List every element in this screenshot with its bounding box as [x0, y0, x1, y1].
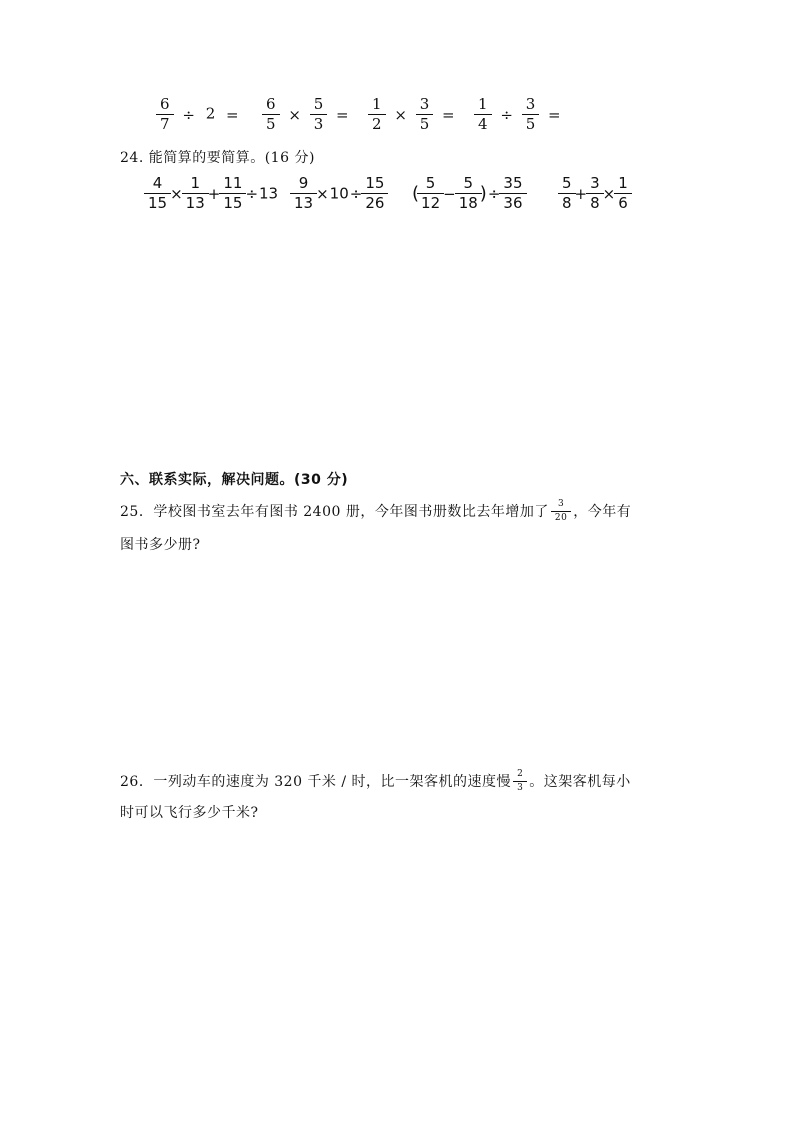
numerator: 2	[517, 768, 524, 779]
question-25-line-2: 图书多少册?	[120, 537, 201, 553]
numerator: 3	[525, 95, 536, 113]
expression-2	[292, 176, 386, 211]
question-text: ，今年有	[573, 504, 632, 520]
denominator: 13	[290, 193, 317, 211]
operator: +	[574, 184, 588, 203]
denominator: 5	[262, 114, 280, 132]
fraction	[476, 97, 490, 132]
denominator: 13	[182, 193, 209, 211]
operand: 2	[205, 104, 216, 123]
numerator: 5	[425, 174, 436, 192]
operator: −	[443, 184, 456, 203]
fraction	[524, 97, 538, 132]
numerator: 5	[562, 174, 572, 192]
numerator: 15	[365, 174, 385, 192]
calc-row-1	[158, 97, 598, 139]
operator: ×	[316, 184, 329, 203]
expression-4	[560, 176, 630, 211]
denominator: 36	[499, 193, 526, 211]
operand: 10	[329, 184, 349, 203]
numerator: 5	[313, 95, 324, 113]
question-text: 26．一列动车的速度为 320 千米 / 时，比一架客机的速度慢	[120, 774, 512, 790]
denominator: 5	[522, 114, 540, 132]
denominator: 15	[144, 193, 171, 211]
question-26-line-2: 时可以飞行多少千米?	[120, 805, 259, 821]
denominator: 5	[416, 114, 434, 132]
numerator: 3	[557, 498, 565, 509]
numerator: 3	[590, 174, 600, 192]
denominator: 12	[417, 193, 444, 211]
calc-item-3	[370, 97, 461, 132]
question-26	[120, 768, 680, 822]
numerator: 1	[478, 95, 488, 113]
numerator: 4	[152, 174, 163, 192]
operator: ÷	[500, 105, 513, 124]
equals-sign: =	[548, 105, 561, 124]
denominator: 3	[513, 781, 527, 793]
question-text: 。这架客机每小	[529, 774, 631, 790]
equals-sign: =	[442, 105, 455, 124]
operator: ×	[394, 105, 407, 124]
denominator: 26	[361, 193, 388, 211]
calc-item-2	[264, 97, 355, 132]
left-parenthesis: (	[412, 183, 420, 204]
operator: ÷	[182, 105, 195, 124]
numerator: 6	[160, 95, 170, 113]
fraction	[264, 97, 278, 132]
question-text: 25．学校图书室去年有图书 2400 册，今年图书册数比去年增加了	[120, 504, 549, 520]
fraction	[158, 97, 172, 132]
simplify-row	[146, 176, 646, 220]
expression-3	[412, 176, 525, 211]
denominator: 20	[551, 511, 571, 523]
numerator: 35	[503, 174, 523, 192]
equals-sign: =	[336, 105, 349, 124]
question-25-line-1	[120, 498, 680, 524]
denominator: 3	[310, 114, 328, 132]
numerator: 6	[266, 95, 276, 113]
denominator: 18	[455, 193, 482, 211]
denominator: 4	[474, 114, 492, 132]
numerator: 1	[190, 174, 200, 192]
denominator: 8	[586, 193, 604, 211]
calc-item-4	[476, 97, 567, 132]
numerator: 3	[419, 95, 430, 113]
question-25	[120, 498, 680, 554]
calc-item-1	[158, 97, 245, 132]
question-24-label: 24. 能简算的要简算。(16 分)	[120, 150, 315, 166]
numerator: 1	[618, 174, 628, 192]
operator: ÷	[349, 184, 363, 203]
right-parenthesis: )	[479, 183, 487, 204]
denominator: 6	[614, 193, 632, 211]
operator: ÷	[487, 184, 501, 203]
denominator: 2	[368, 114, 386, 132]
operator: ×	[602, 184, 616, 203]
fraction	[515, 770, 525, 793]
numerator: 5	[463, 174, 474, 192]
numerator: 1	[372, 95, 382, 113]
numerator: 9	[298, 174, 309, 192]
denominator: 8	[558, 193, 576, 211]
operator: ×	[170, 184, 183, 203]
numerator: 11	[223, 174, 243, 192]
fraction	[553, 500, 569, 523]
question-26-line-1	[120, 768, 680, 794]
operand: 13	[259, 184, 279, 203]
fraction	[418, 97, 432, 132]
operator: ÷	[245, 184, 259, 203]
equals-sign: =	[226, 105, 239, 124]
fraction	[370, 97, 384, 132]
fraction	[312, 97, 326, 132]
denominator: 15	[219, 193, 246, 211]
expression-1	[146, 176, 278, 211]
denominator: 7	[156, 114, 174, 132]
operator: ×	[288, 105, 301, 124]
operator: +	[207, 184, 221, 203]
section-6-heading: 六、联系实际，解决问题。(30 分)	[120, 472, 349, 488]
